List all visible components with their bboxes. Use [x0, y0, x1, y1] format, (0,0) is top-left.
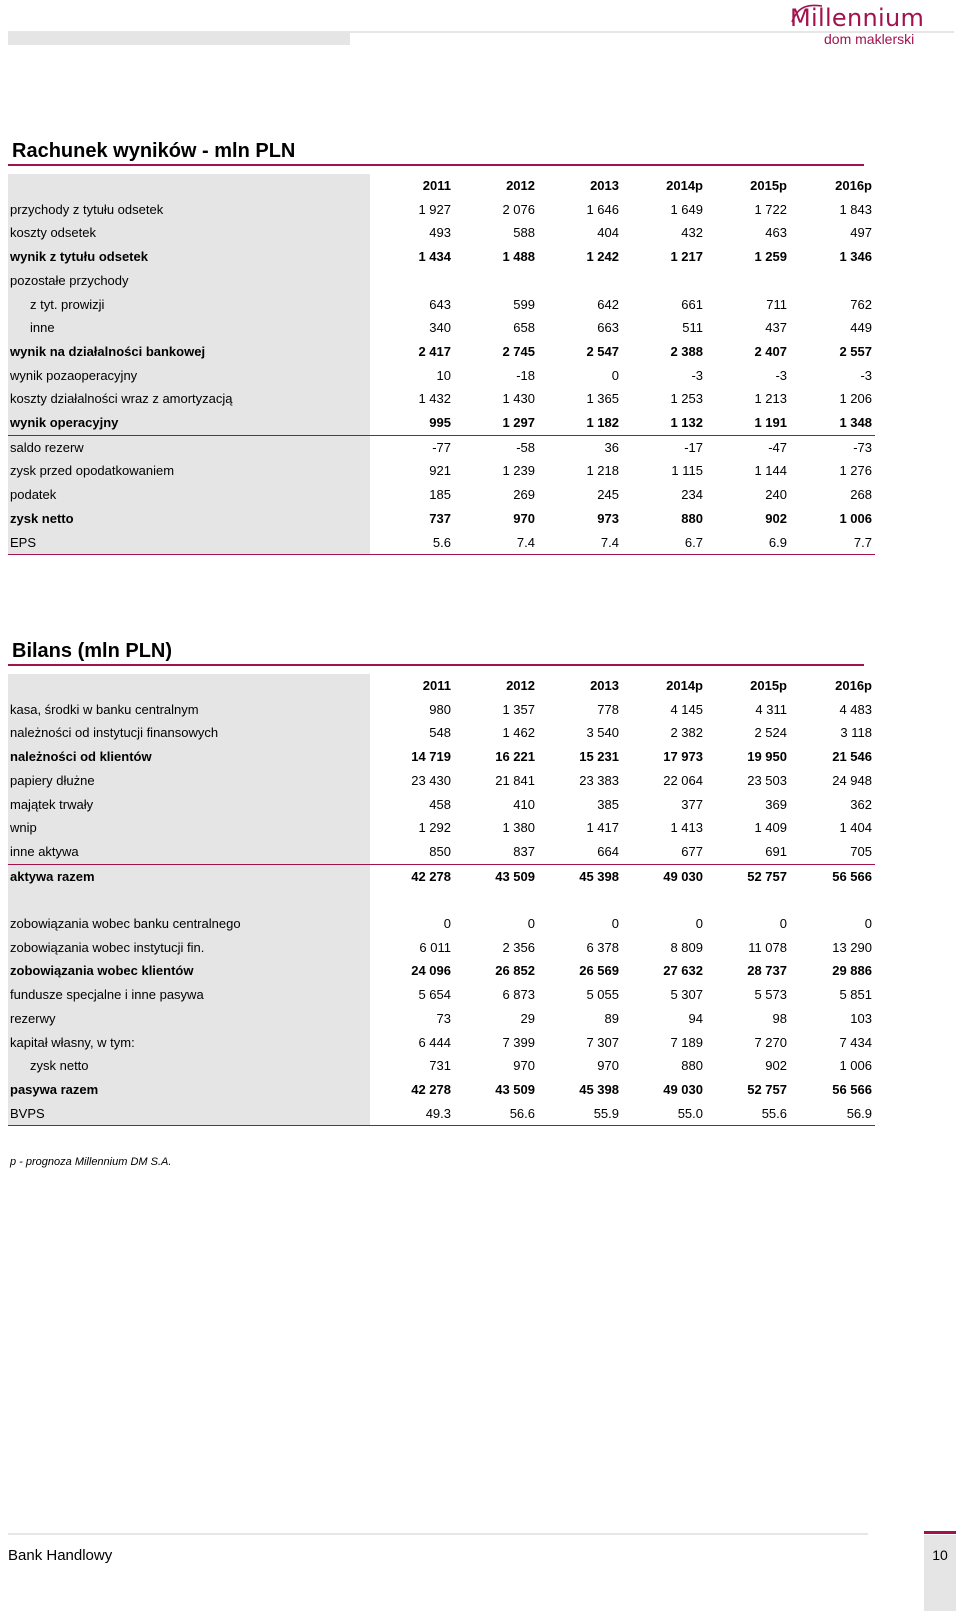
value-cell: 837 [454, 840, 538, 864]
row-label: koszty odsetek [8, 221, 370, 245]
value-cell: 52 757 [747, 1081, 787, 1097]
year-header: 2012 [506, 678, 535, 693]
value-cell: 10 [436, 367, 451, 383]
value-cell: 42 278 [411, 868, 451, 884]
value-cell: 19 950 [747, 749, 787, 765]
table-row [8, 364, 875, 388]
value-cell: 56 566 [832, 868, 872, 884]
value-cell: 1 380 [502, 820, 535, 836]
value-cell: -18 [516, 367, 535, 383]
value-cell [790, 888, 875, 912]
table-row [8, 793, 875, 817]
value-cell: 432 [681, 225, 703, 241]
value-cell: 2 076 [502, 201, 535, 217]
table-row [8, 983, 875, 1007]
row-label: z tyt. prowizji [8, 293, 370, 317]
table-row [8, 769, 875, 793]
value-cell: 970 [597, 1058, 619, 1074]
value-cell: 1 843 [839, 201, 872, 217]
value-cell: 7 399 [502, 1034, 535, 1050]
value-cell: 49 030 [663, 868, 703, 884]
value-cell: 1 927 [418, 201, 451, 217]
value-cell: 8 809 [670, 939, 703, 955]
table-row [8, 698, 875, 722]
row-label: inne [8, 316, 370, 340]
value-cell [538, 269, 622, 293]
value-cell [622, 269, 706, 293]
value-cell: 56 566 [832, 1081, 872, 1097]
value-cell: 731 [429, 1058, 451, 1074]
value-cell: 880 [681, 510, 703, 526]
value-cell: 5 307 [670, 987, 703, 1003]
value-cell: 4 145 [670, 701, 703, 717]
value-cell: 437 [765, 320, 787, 336]
value-cell: 23 430 [411, 772, 451, 788]
table-row [8, 483, 875, 507]
value-cell: 463 [765, 225, 787, 241]
value-cell: 1 488 [502, 249, 535, 265]
row-label: koszty działalności wraz z amortyzacją [8, 387, 370, 411]
row-label: należności od klientów [8, 745, 370, 769]
value-cell: 1 365 [586, 391, 619, 407]
value-cell [538, 888, 622, 912]
row-label: inne aktywa [8, 840, 370, 864]
table-row [8, 387, 875, 411]
table-row [8, 459, 875, 483]
footer-company: Bank Handlowy [8, 1547, 113, 1564]
row-label: zobowiązania wobec klientów [8, 959, 370, 983]
value-cell: 980 [429, 701, 451, 717]
value-cell: 45 398 [579, 1081, 619, 1097]
value-cell: 1 191 [706, 411, 790, 435]
value-cell: 1 006 [839, 510, 872, 526]
value-cell: 2 557 [839, 343, 872, 359]
value-cell: 1 346 [839, 249, 872, 265]
header-label-cell [8, 674, 370, 698]
year-header: 2011 [422, 178, 451, 193]
value-cell: 1 182 [538, 411, 622, 435]
value-cell: 55.0 [622, 1102, 706, 1126]
value-cell: 385 [597, 796, 619, 812]
value-cell: 643 [429, 296, 451, 312]
table-row [8, 912, 875, 936]
value-cell: -47 [768, 439, 787, 455]
footer-rule [8, 1533, 868, 1535]
value-cell [454, 269, 538, 293]
row-label: saldo rezerw [8, 435, 370, 459]
value-cell: 21 841 [495, 772, 535, 788]
value-cell: 1 462 [502, 725, 535, 741]
table-row [8, 864, 875, 888]
value-cell: 56.9 [790, 1102, 875, 1126]
value-cell: -58 [516, 439, 535, 455]
value-cell: 1 413 [670, 820, 703, 836]
value-cell: 1 409 [754, 820, 787, 836]
value-cell: 7.4 [538, 531, 622, 555]
table-row [8, 1031, 875, 1055]
value-cell: 663 [597, 320, 619, 336]
value-cell: 94 [688, 1010, 703, 1026]
value-cell: 26 569 [579, 963, 619, 979]
value-cell: 493 [429, 225, 451, 241]
value-cell: 921 [429, 463, 451, 479]
value-cell: 29 886 [832, 963, 872, 979]
value-cell: 404 [597, 225, 619, 241]
value-cell: 1 417 [586, 820, 619, 836]
row-label: wynik na działalności bankowej [8, 340, 370, 364]
table-row [8, 198, 875, 222]
value-cell: 661 [681, 296, 703, 312]
value-cell: 6 873 [502, 987, 535, 1003]
value-cell: 1 722 [754, 201, 787, 217]
value-cell: 778 [597, 701, 619, 717]
year-header: 2014p [666, 178, 703, 193]
value-cell [622, 888, 706, 912]
value-cell: 26 852 [495, 963, 535, 979]
value-cell: 2 388 [670, 343, 703, 359]
value-cell: 1 218 [586, 463, 619, 479]
row-label: zysk netto [8, 507, 370, 531]
value-cell: 0 [864, 916, 872, 932]
value-cell: 5 573 [754, 987, 787, 1003]
value-cell: 0 [443, 916, 451, 932]
year-header: 2012 [506, 178, 535, 193]
value-cell: 3 118 [840, 725, 872, 741]
value-cell: 13 290 [832, 939, 872, 955]
value-cell: 6 011 [419, 939, 451, 955]
value-cell: 52 757 [747, 868, 787, 884]
value-cell: 1 432 [418, 391, 451, 407]
value-cell: 497 [850, 225, 872, 241]
value-cell: 410 [513, 796, 535, 812]
value-cell: 458 [429, 796, 451, 812]
value-cell: 36 [604, 439, 619, 455]
table-row [8, 221, 875, 245]
value-cell: 1 348 [790, 411, 875, 435]
table-row [8, 411, 875, 435]
table-row [8, 269, 875, 293]
table-row [8, 1102, 875, 1126]
table-row [8, 721, 875, 745]
value-cell: 43 509 [495, 868, 535, 884]
value-cell: 1 292 [418, 820, 451, 836]
table-row [8, 936, 875, 960]
row-label: zobowiązania wobec instytucji fin. [8, 936, 370, 960]
row-label: wnip [8, 816, 370, 840]
value-cell: 588 [513, 225, 535, 241]
value-cell: 3 540 [586, 725, 619, 741]
value-cell: 1 276 [839, 463, 872, 479]
value-cell: 1 144 [754, 463, 787, 479]
value-cell: 377 [681, 796, 703, 812]
row-label: papiery dłużne [8, 769, 370, 793]
value-cell: 22 064 [663, 772, 703, 788]
value-cell: 970 [513, 510, 535, 526]
row-label: podatek [8, 483, 370, 507]
value-cell [454, 888, 538, 912]
table-row [8, 435, 875, 459]
value-cell: 2 547 [586, 343, 619, 359]
value-cell: 55.9 [538, 1102, 622, 1126]
value-cell: 49 030 [663, 1081, 703, 1097]
row-label: wynik operacyjny [8, 411, 370, 435]
value-cell: 880 [681, 1058, 703, 1074]
value-cell: -3 [860, 367, 872, 383]
value-cell: 24 096 [411, 963, 451, 979]
value-cell: 73 [436, 1010, 451, 1026]
value-cell: -77 [432, 439, 451, 455]
value-cell: 23 503 [747, 772, 787, 788]
value-cell: 6.9 [706, 531, 790, 555]
value-cell: 0 [695, 916, 703, 932]
value-cell: 658 [513, 320, 535, 336]
value-cell: 98 [772, 1010, 787, 1026]
value-cell: 691 [706, 840, 790, 864]
value-cell [790, 269, 875, 293]
header-label-cell [8, 174, 370, 198]
table-row [8, 840, 875, 864]
value-cell: 711 [766, 296, 787, 312]
row-label: zobowiązania wobec banku centralnego [8, 912, 370, 936]
balance-table [8, 674, 875, 1126]
value-cell [706, 888, 790, 912]
value-cell: 7 270 [754, 1034, 787, 1050]
row-label: EPS [8, 531, 370, 555]
row-label: fundusze specjalne i inne pasywa [8, 983, 370, 1007]
value-cell: 2 745 [502, 343, 535, 359]
value-cell: 55.6 [706, 1102, 790, 1126]
value-cell: 1 357 [502, 701, 535, 717]
value-cell: 995 [370, 411, 454, 435]
value-cell: 362 [850, 796, 872, 812]
table-row [8, 293, 875, 317]
table-row [8, 959, 875, 983]
value-cell: 4 311 [755, 701, 787, 717]
year-header: 2013 [590, 178, 619, 193]
row-label: pasywa razem [8, 1078, 370, 1102]
value-cell: 24 948 [832, 772, 872, 788]
row-label: przychody z tytułu odsetek [8, 198, 370, 222]
value-cell: 1 213 [754, 391, 787, 407]
value-cell: 2 356 [502, 939, 535, 955]
value-cell: 268 [850, 487, 872, 503]
value-cell: 1 430 [502, 391, 535, 407]
year-header: 2015p [750, 678, 787, 693]
value-cell: 511 [682, 320, 703, 336]
logo-sub-text: dom maklerski [824, 31, 915, 47]
value-cell: 642 [597, 296, 619, 312]
value-cell: 56.6 [454, 1102, 538, 1126]
row-label: pozostałe przychody [8, 269, 370, 293]
year-header: 2015p [750, 178, 787, 193]
value-cell: 762 [850, 296, 872, 312]
value-cell: 2 382 [670, 725, 703, 741]
page-number-accent [924, 1531, 956, 1534]
value-cell: 7 434 [839, 1034, 872, 1050]
row-label: wynik z tytułu odsetek [8, 245, 370, 269]
value-cell: 902 [765, 510, 787, 526]
value-cell: 89 [604, 1010, 619, 1026]
row-label: zysk przed opodatkowaniem [8, 459, 370, 483]
row-label: majątek trwały [8, 793, 370, 817]
value-cell: 240 [765, 487, 787, 503]
table-row [8, 1078, 875, 1102]
value-cell: -73 [853, 439, 872, 455]
value-cell: 548 [429, 725, 451, 741]
row-label: BVPS [8, 1102, 370, 1126]
income-title: Rachunek wyników - mln PLN [12, 140, 296, 162]
year-header: 2016p [835, 678, 872, 693]
table-row [8, 245, 875, 269]
value-cell: 850 [370, 840, 454, 864]
year-header: 2016p [835, 178, 872, 193]
value-cell: 11 078 [748, 939, 787, 955]
value-cell: 1 242 [586, 249, 619, 265]
table-row [8, 1007, 875, 1031]
value-cell: -3 [691, 367, 703, 383]
value-cell: 7 189 [670, 1034, 703, 1050]
value-cell: 340 [429, 320, 451, 336]
value-cell: 45 398 [579, 868, 619, 884]
row-label [8, 888, 370, 912]
value-cell: 2 407 [754, 343, 787, 359]
logo-main-text: Millennium [790, 4, 925, 32]
value-cell: 23 383 [579, 772, 619, 788]
value-cell: 1 006 [839, 1058, 872, 1074]
value-cell: 705 [790, 840, 875, 864]
value-cell: -3 [775, 367, 787, 383]
year-header: 2014p [666, 678, 703, 693]
value-cell: 664 [538, 840, 622, 864]
value-cell: 0 [611, 916, 619, 932]
value-cell: 28 737 [747, 963, 787, 979]
table-row [8, 531, 875, 555]
value-cell: 1 297 [454, 411, 538, 435]
value-cell [370, 888, 454, 912]
header-row [8, 174, 875, 198]
value-cell: 6.7 [622, 531, 706, 555]
table-row [8, 888, 875, 912]
value-cell: 7 307 [586, 1034, 619, 1050]
row-label: kasa, środki w banku centralnym [8, 698, 370, 722]
value-cell: 0 [527, 916, 535, 932]
value-cell: 1 206 [839, 391, 872, 407]
value-cell: 1 404 [839, 820, 872, 836]
value-cell: 29 [520, 1010, 535, 1026]
value-cell: 4 483 [839, 701, 872, 717]
value-cell: 245 [597, 487, 619, 503]
row-label: aktywa razem [8, 864, 370, 888]
value-cell: 16 221 [495, 749, 535, 765]
value-cell: 269 [513, 487, 535, 503]
value-cell: 6 444 [418, 1034, 451, 1050]
value-cell: 103 [850, 1010, 872, 1026]
value-cell: 973 [597, 510, 619, 526]
value-cell: 1 649 [670, 201, 703, 217]
value-cell: 185 [429, 487, 451, 503]
value-cell: 6 378 [586, 939, 619, 955]
row-label: wynik pozaoperacyjny [8, 364, 370, 388]
balance-title: Bilans (mln PLN) [12, 640, 173, 662]
value-cell: 27 632 [663, 963, 703, 979]
value-cell: 0 [611, 367, 619, 383]
value-cell: 5 654 [418, 987, 451, 1003]
value-cell: 1 115 [671, 463, 703, 479]
value-cell: 1 646 [586, 201, 619, 217]
value-cell: 737 [429, 510, 451, 526]
millennium-logo [788, 4, 938, 48]
balance-title-rule [8, 664, 864, 666]
value-cell: 15 231 [579, 749, 619, 765]
value-cell: 970 [513, 1058, 535, 1074]
value-cell: 43 509 [495, 1081, 535, 1097]
value-cell: 5 851 [839, 987, 872, 1003]
value-cell: 17 973 [663, 749, 703, 765]
header-row [8, 674, 875, 698]
value-cell: 1 132 [622, 411, 706, 435]
value-cell: 1 217 [670, 249, 703, 265]
table-row [8, 816, 875, 840]
page-number: 10 [932, 1547, 948, 1563]
value-cell: 42 278 [411, 1081, 451, 1097]
table-row [8, 1054, 875, 1078]
row-label: należności od instytucji finansowych [8, 721, 370, 745]
value-cell: 1 259 [754, 249, 787, 265]
value-cell: 5.6 [370, 531, 454, 555]
value-cell: 49.3 [370, 1102, 454, 1126]
value-cell: 7.7 [790, 531, 875, 555]
value-cell: 1 434 [418, 249, 451, 265]
value-cell: 1 253 [670, 391, 703, 407]
row-label: kapitał własny, w tym: [8, 1031, 370, 1055]
value-cell: 1 239 [502, 463, 535, 479]
header-band [8, 33, 350, 45]
row-label: rezerwy [8, 1007, 370, 1031]
year-header: 2011 [422, 678, 451, 693]
value-cell: 2 524 [754, 725, 787, 741]
value-cell: 234 [681, 487, 703, 503]
row-label: zysk netto [8, 1054, 370, 1078]
table-row [8, 745, 875, 769]
value-cell: 21 546 [832, 749, 872, 765]
value-cell: 7.4 [454, 531, 538, 555]
value-cell: 677 [622, 840, 706, 864]
value-cell: 0 [779, 916, 787, 932]
value-cell: 5 055 [586, 987, 619, 1003]
income-table [8, 174, 875, 555]
value-cell: -17 [684, 439, 703, 455]
value-cell: 902 [765, 1058, 787, 1074]
value-cell: 2 417 [418, 343, 451, 359]
income-title-rule [8, 164, 864, 166]
table-row [8, 340, 875, 364]
value-cell: 599 [513, 296, 535, 312]
value-cell [706, 269, 790, 293]
value-cell [370, 269, 454, 293]
value-cell: 14 719 [411, 749, 451, 765]
value-cell: 449 [850, 320, 872, 336]
year-header: 2013 [590, 678, 619, 693]
forecast-footnote: p - prognoza Millennium DM S.A. [10, 1156, 172, 1168]
table-row [8, 507, 875, 531]
value-cell: 369 [765, 796, 787, 812]
table-row [8, 316, 875, 340]
